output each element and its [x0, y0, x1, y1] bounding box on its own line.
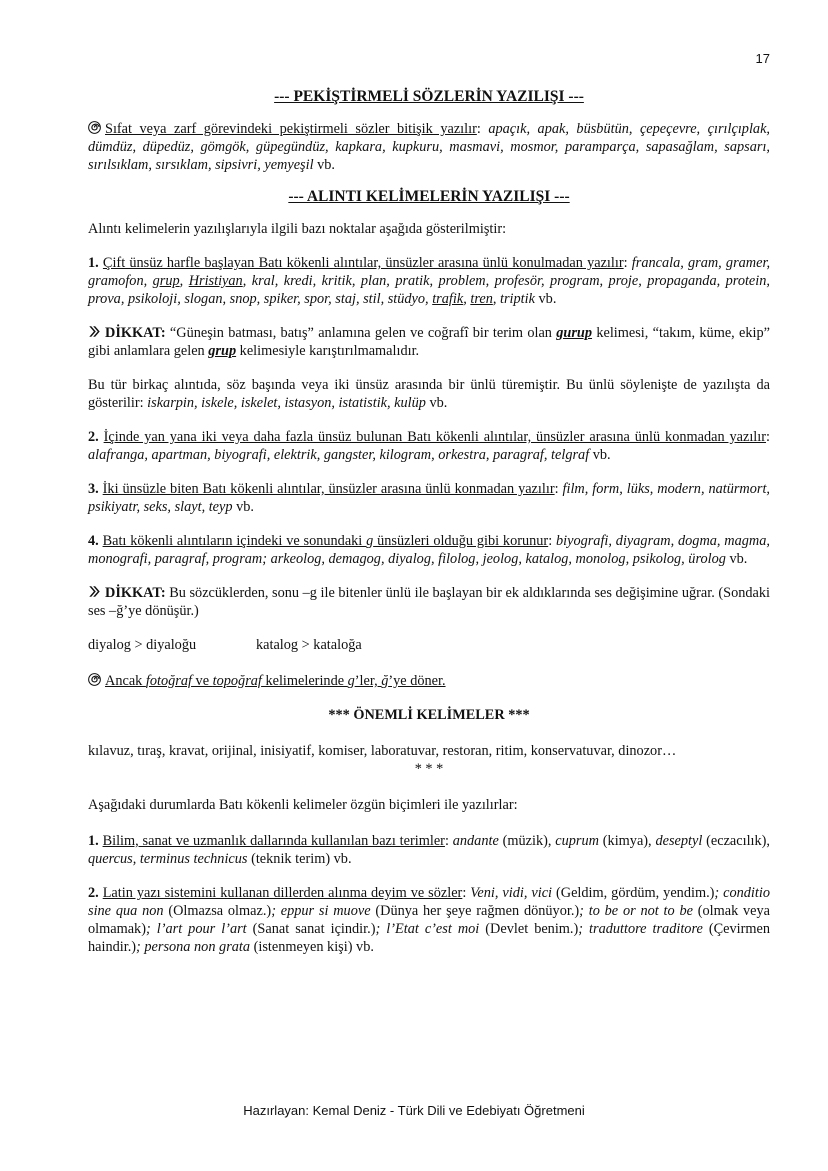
- onemli-kelimeler-list: kılavuz, tıraş, kravat, orijinal, inisiyatif, komiser, laboratuvar, restoran, ritim, konservatuvar, dinozor…: [88, 743, 677, 759]
- arrow-pointer-icon: [88, 325, 101, 338]
- page-number: 17: [755, 51, 770, 66]
- pekistirmeli-rule: Sıfat veya zarf görevindeki pekiştirmeli sözler bitişik yazılır: [105, 121, 477, 137]
- ses-degisimi-examples: [88, 636, 770, 654]
- page-footer: Hazırlayan: Kemal Deniz - Türk Dili ve Edebiyatı Öğretmeni: [243, 1103, 585, 1118]
- ozgun-intro: Aşağıdaki durumlarda Batı kökenli kelimeler özgün biçimleri ile yazılırlar:: [88, 797, 518, 813]
- turetme-note: Bu tür birkaç alıntıda, söz başında veya iki ünsüz arasında bir ünlü türemiştir. Bu ünlü söylenişte de yazılışta da gösterilir: iskarpin, iskele, iskelet, istasyon, istatistik, kulüp vb.: [88, 377, 770, 411]
- section-title-alinti: --- ALINTI KELİMELERİN YAZILIŞI ---: [288, 188, 570, 205]
- separator: * * *: [414, 761, 444, 777]
- alinti-item-2: 2. İçinde yan yana iki veya daha fazla ünsüz bulunan Batı kökenli alıntılar, ünsüzler arasına ünlü konmadan yazılır: alafranga, apartman, biyografi, elektrik, gangster, kilogram, orkestra, paragraf, telgraf vb.: [88, 429, 770, 463]
- pekistirmeli-examples: apaçık, apak, büsbütün, çepeçevre, çırılçıplak, dümdüz, düpedüz, gömgök, güpegündüz, kapkara, kupkuru, masmavi, mosmor, paramparça, sapasağlam, sapsarı, sırılsıklam, sırsıklam, sipsivri, yemyeşil: [88, 121, 770, 173]
- example-katalog: katalog > kataloğa: [256, 637, 362, 653]
- alinti-item-3: 3. İki ünsüzle biten Batı kökenli alıntılar, ünsüzler arasına ünlü konmadan yazılır: film, form, lüks, modern, natürmort, psikiyatr, seks, slayt, teyp vb.: [88, 481, 771, 515]
- spiral-icon: [88, 673, 101, 686]
- dikkat-note-1: DİKKAT: “Güneşin batması, batış” anlamına gelen ve coğrafî bir terim olan gurup kelimesi, “takım, küme, ekip” gibi anlamlara gelen grup kelimesiyle karıştırılmamalıdır.: [88, 325, 770, 359]
- fotograf-note: Ancak fotoğraf ve topoğraf kelimelerinde g’ler, ğ’ye döner.: [88, 672, 770, 690]
- dikkat-note-2: DİKKAT: Bu sözcüklerden, sonu –g ile bitenler ünlü ile başlayan bir ek aldıklarında ses değişimine uğrar. (Sondaki ses –ğ’ye dönüşür.): [88, 585, 770, 619]
- ozgun-item-1: 1. Bilim, sanat ve uzmanlık dallarında kullanılan bazı terimler: andante (müzik), cuprum (kimya), deseptyl (eczacılık), quercus, terminus technicus (teknik terim) vb.: [88, 833, 771, 867]
- ozgun-item-2: 2. Latin yazı sistemini kullanan dillerden alınma deyim ve sözler: Veni, vidi, vici (Geldim, gördüm, yendim.); conditio sine qua non (Olmazsa olmaz.); eppur si muove (Dünya her şeye rağmen dönüyor.); to be or not to be (olmak veya olmamak); l’art pour l’art (Sanat sanat içindir.); l’Etat c’est moi (Devlet benim.); traduttore traditore (Çevirmen haindir.); persona non grata (istenmeyen kişi) vb.: [88, 885, 771, 955]
- spiral-icon: [88, 121, 101, 134]
- alinti-intro: Alıntı kelimelerin yazılışlarıyla ilgili bazı noktalar aşağıda gösterilmiştir:: [88, 221, 507, 237]
- section-title-pekistirmeli: --- PEKİŞTİRMELİ SÖZLERİN YAZILIŞI ---: [274, 88, 584, 105]
- onemli-kelimeler-title: *** ÖNEMLİ KELİMELER ***: [328, 707, 530, 723]
- arrow-pointer-icon: [88, 585, 101, 598]
- pekistirmeli-paragraph: Sıfat veya zarf görevindeki pekiştirmeli sözler bitişik yazılır: apaçık, apak, büsbütün, çepeçevre, çırılçıplak, dümdüz, düpedüz, gömgök, güpegündüz, kapkara, kupkuru, masmavi, mosmor, paramparça, sapasağlam, sapsarı, sırılsıklam, sırsıklam, sipsivri, yemyeşil vb.: [88, 121, 770, 173]
- example-diyalog: diyalog > diyaloğu: [88, 637, 197, 653]
- alinti-item-1: 1. Çift ünsüz harfle başlayan Batı kökenli alıntılar, ünsüzler arasına ünlü konulmadan yazılır: francala, gram, gramer, gramofon, grup, Hristiyan, kral, kredi, kritik, plan, pratik, problem, profesör, program, proje, propaganda, protein, prova, psikoloji, slogan, snop, spiker, spor, staj, stil, stüdyo, trafik, tren, triptik vb.: [88, 255, 771, 307]
- alinti-item-4: 4. Batı kökenli alıntıların içindeki ve sonundaki g ünsüzleri olduğu gibi korunur: biyografi, diyagram, dogma, magma, monografi, paragraf, program; arkeolog, demagog, diyalog, filolog, jeolog, katalog, monolog, psikolog, ürolog vb.: [88, 533, 770, 567]
- page-content: [88, 88, 770, 956]
